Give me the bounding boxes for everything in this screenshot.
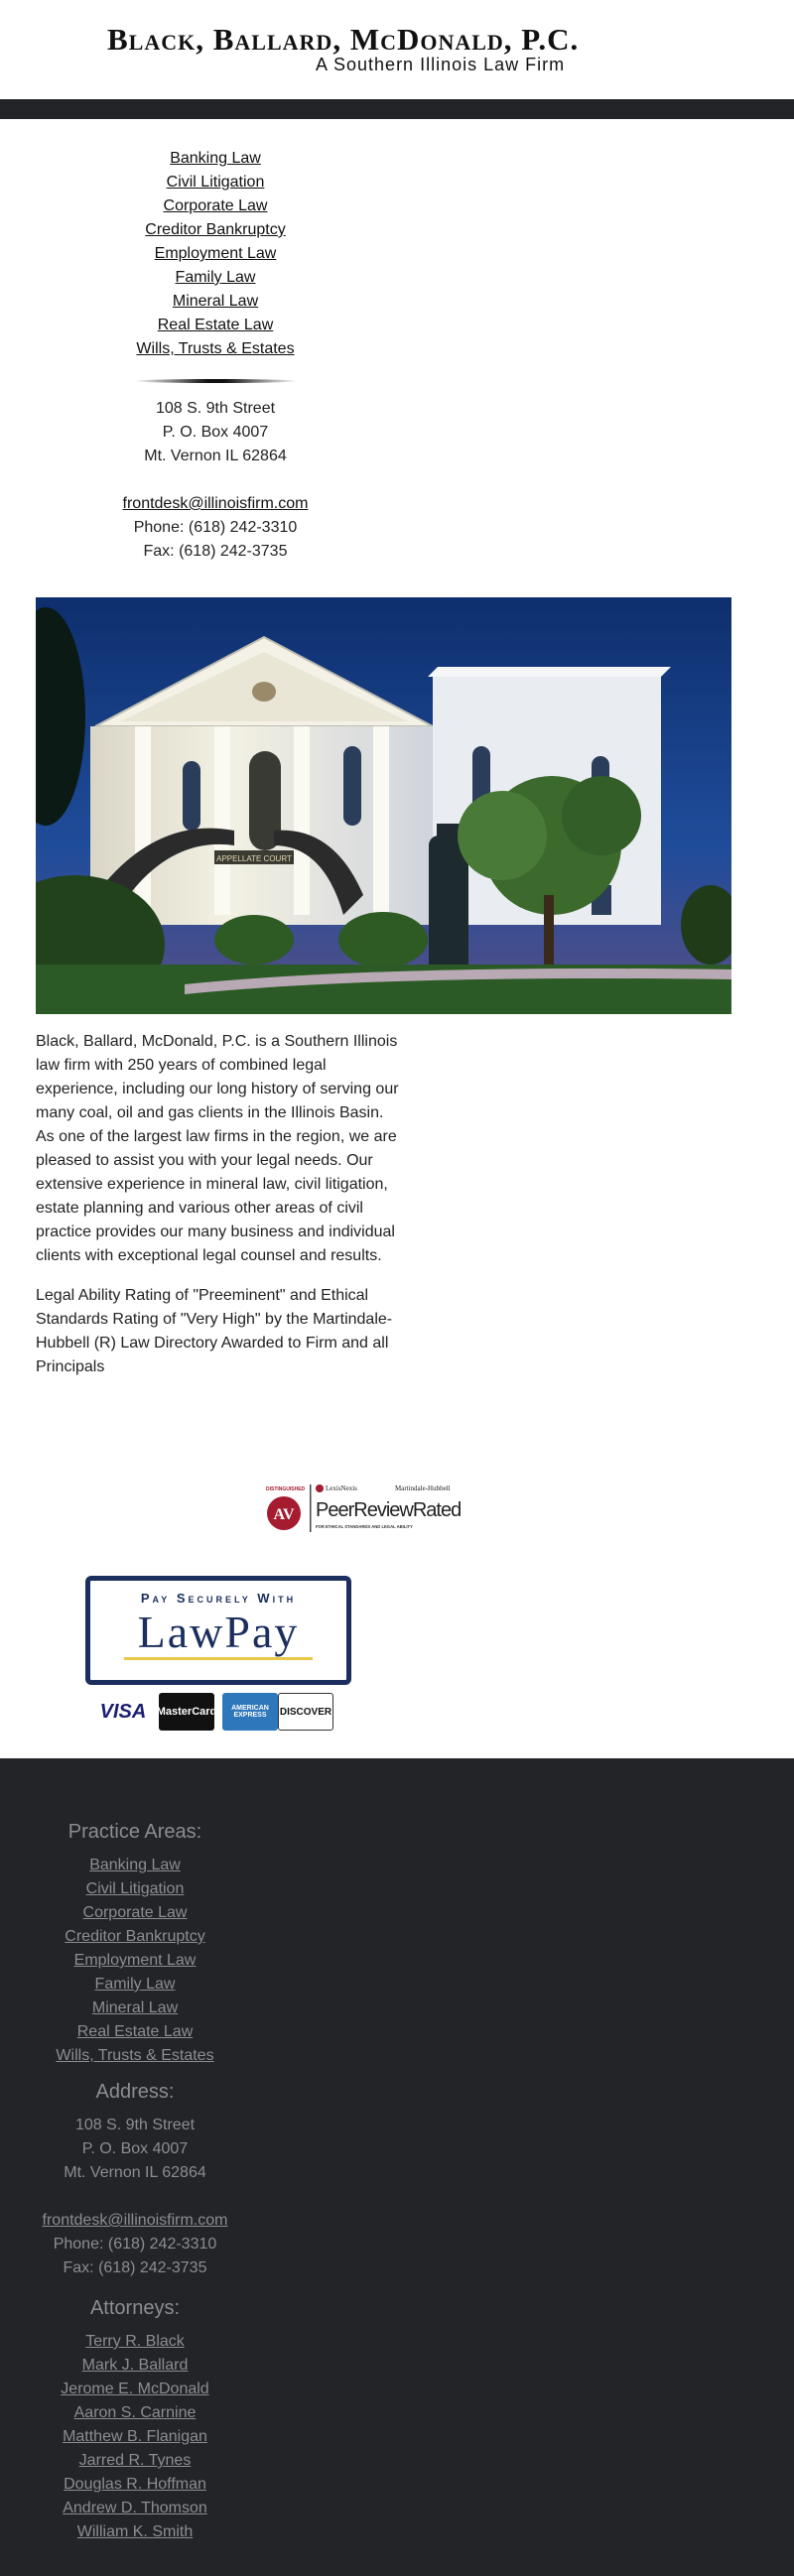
- address-street: 108 S. 9th Street: [155, 400, 276, 417]
- footer-address: [0, 2078, 270, 2280]
- accepted-cards: [95, 1693, 337, 1731]
- nav-link-employment-law[interactable]: Employment Law: [154, 245, 277, 262]
- badge-peer-sub-text: FOR ETHICAL STANDARDS AND LEGAL ABILITY: [316, 1524, 413, 1529]
- lawpay-button[interactable]: [85, 1576, 351, 1685]
- site-header: [0, 0, 794, 99]
- phone-number: Phone: (618) 242-3310: [133, 519, 298, 536]
- footer-link-real-estate-law[interactable]: Real Estate Law: [76, 2023, 194, 2040]
- footer-attorneys-heading: Attorneys:: [89, 2297, 181, 2319]
- footer-link-mineral-law[interactable]: Mineral Law: [91, 1999, 179, 2016]
- footer-practice-areas: [0, 1818, 270, 2068]
- decorative-divider: [134, 379, 298, 383]
- lawpay-underline: [124, 1657, 313, 1660]
- attorney-link[interactable]: Andrew D. Thomson: [63, 2500, 207, 2516]
- nav-link-civil-litigation[interactable]: Civil Litigation: [166, 174, 265, 191]
- footer-address-po-box: P. O. Box 4007: [81, 2140, 189, 2157]
- site-footer: [0, 1758, 794, 2576]
- peer-review-rated-icon: [264, 1481, 480, 1536]
- footer-phone: Phone: (618) 242-3310: [53, 2236, 217, 2253]
- badge-lexisnexis-text: LexisNexis: [326, 1484, 357, 1492]
- spacer: [0, 468, 431, 492]
- badge-peer-review-text: PeerReviewRated: [316, 1499, 462, 1521]
- about-section: [36, 1030, 403, 1395]
- header-divider-bar: [0, 99, 794, 119]
- email-link[interactable]: frontdesk@illinoisfirm.com: [122, 495, 309, 512]
- footer-link-creditor-bankruptcy[interactable]: Creditor Bankruptcy: [65, 1928, 205, 1945]
- footer-fax: Fax: (618) 242-3735: [63, 2259, 207, 2276]
- attorney-link[interactable]: Jerome E. McDonald: [61, 2381, 209, 2397]
- mastercard-card-icon: MasterCard: [159, 1693, 214, 1731]
- footer-link-wills-trusts-estates[interactable]: Wills, Trusts & Estates: [56, 2047, 214, 2064]
- nav-link-creditor-bankruptcy[interactable]: Creditor Bankruptcy: [145, 221, 286, 238]
- address-city: Mt. Vernon IL 62864: [144, 448, 287, 464]
- pay-securely-text: Pay Securely With: [140, 1591, 297, 1606]
- nav-link-corporate-law[interactable]: Corporate Law: [163, 197, 268, 214]
- address-po-box: P. O. Box 4007: [162, 424, 269, 441]
- fax-number: Fax: (618) 242-3735: [143, 543, 288, 560]
- courthouse-photo: [36, 597, 731, 1014]
- courthouse-illustration: [36, 597, 731, 1014]
- contact-block: [0, 397, 431, 564]
- courthouse-sign: APPELLATE COURT: [216, 854, 292, 863]
- attorney-link[interactable]: Douglas R. Hoffman: [64, 2476, 206, 2493]
- rating-paragraph: Legal Ability Rating of "Preeminent" and Ethical Standards Rating of "Very High" by the Martindale-Hubbell (R) Law Directory Awarded to Firm and all Principals: [36, 1287, 393, 1375]
- footer-link-corporate-law[interactable]: Corporate Law: [82, 1904, 188, 1921]
- amex-card-icon: AMERICAN EXPRESS: [222, 1693, 278, 1731]
- peer-review-badge[interactable]: [264, 1481, 480, 1536]
- spacer: [0, 2185, 270, 2209]
- badge-av-text: AV: [273, 1506, 295, 1523]
- practice-areas-nav: [0, 147, 431, 361]
- footer-link-civil-litigation[interactable]: Civil Litigation: [85, 1880, 185, 1897]
- attorney-link[interactable]: Jarred R. Tynes: [78, 2452, 192, 2469]
- nav-link-banking-law[interactable]: Banking Law: [170, 150, 261, 167]
- footer-practice-heading: Practice Areas:: [67, 1821, 202, 1843]
- footer-link-banking-law[interactable]: Banking Law: [89, 1857, 181, 1873]
- nav-link-wills-trusts-estates[interactable]: Wills, Trusts & Estates: [136, 340, 295, 357]
- firm-name-logo[interactable]: Black, Ballard, McDonald, P.C.: [107, 22, 580, 57]
- attorney-link[interactable]: Mark J. Ballard: [81, 2357, 189, 2374]
- lawpay-logo: LawPay: [137, 1607, 300, 1657]
- footer-link-employment-law[interactable]: Employment Law: [73, 1952, 197, 1969]
- attorney-link[interactable]: William K. Smith: [76, 2523, 194, 2540]
- badge-martindale-text: Martindale-Hubbell: [395, 1484, 451, 1492]
- attorney-link[interactable]: Terry R. Black: [85, 2333, 185, 2350]
- nav-link-mineral-law[interactable]: Mineral Law: [172, 293, 259, 310]
- footer-address-heading: Address:: [95, 2081, 175, 2103]
- visa-card-icon: VISA: [95, 1693, 151, 1731]
- attorney-link[interactable]: Matthew B. Flanigan: [63, 2428, 207, 2445]
- footer-email-link[interactable]: frontdesk@illinoisfirm.com: [42, 2212, 228, 2229]
- badge-distinguished-text: DISTINGUISHED: [266, 1486, 306, 1492]
- about-paragraph: Black, Ballard, McDonald, P.C. is a Southern Illinois law firm with 250 years of combined legal experience, including our long history of serving our many coal, oil and gas clients in the Illinois Basin. As one of the largest law firms in the region, we are pleased to assist you with your legal needs. Our extensive experience in mineral law, civil litigation, estate planning and various other areas of civil practice provides our many business and individual clients with exceptional legal counsel and results.: [36, 1033, 399, 1264]
- discover-card-icon: DISCOVER: [278, 1693, 333, 1731]
- footer-attorneys: [0, 2294, 270, 2544]
- firm-tagline: A Southern Illinois Law Firm: [316, 55, 566, 74]
- nav-link-family-law[interactable]: Family Law: [175, 269, 256, 286]
- footer-address-city: Mt. Vernon IL 62864: [64, 2164, 206, 2181]
- attorney-link[interactable]: Aaron S. Carnine: [73, 2404, 197, 2421]
- footer-link-family-law[interactable]: Family Law: [94, 1976, 176, 1993]
- nav-link-real-estate-law[interactable]: Real Estate Law: [157, 317, 274, 333]
- footer-address-street: 108 S. 9th Street: [74, 2117, 196, 2133]
